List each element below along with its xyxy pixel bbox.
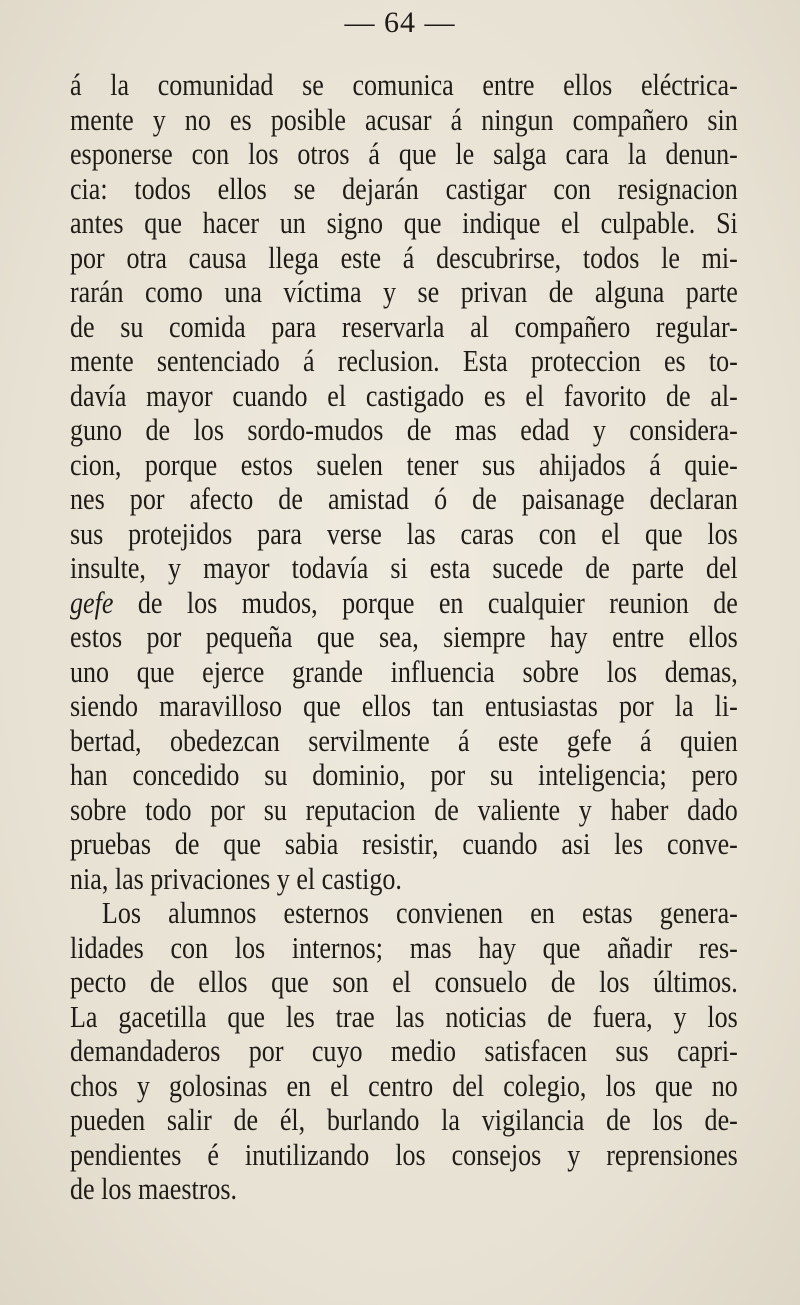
text-line: demandaderos por cuyo medio satisfacen sus capri- bbox=[70, 1033, 738, 1068]
text-line: Los alumnos esternos convienen en estas genera- bbox=[101, 895, 738, 930]
text-line: sus protejidos para verse las caras con el que los bbox=[70, 515, 738, 551]
text-line: cia: todos ellos se dejarán castigar con resignacion bbox=[70, 170, 738, 206]
text-line: pruebas de que sabia resistir, cuando asi les conve- bbox=[70, 826, 738, 861]
text-line: mente y no es posible acusar á ningun compañero sin bbox=[70, 101, 738, 137]
text-line: insulte, y mayor todavía si esta sucede de parte del bbox=[70, 550, 738, 585]
text-line: estos por pequeña que sea, siempre hay entre ellos bbox=[70, 619, 738, 654]
text-line: bertad, obedezcan servilmente á este gefe á quien bbox=[70, 722, 738, 758]
text-line: guno de los sordo-mudos de mas edad y considera- bbox=[70, 412, 738, 447]
text-line: pecto de ellos que son el consuelo de los últimos. bbox=[70, 964, 738, 999]
text-line: La gacetilla que les trae las noticias de fuera, y los bbox=[70, 998, 738, 1034]
text-line: nes por afecto de amistad ó de paisanage declaran bbox=[70, 481, 738, 516]
body-text bbox=[70, 68, 738, 1207]
text-line: lidades con los internos; mas hay que añadir res- bbox=[70, 929, 738, 965]
text-line: rarán como una víctima y se privan de alguna parte bbox=[70, 274, 738, 309]
text-line: chos y golosinas en el centro del colegio, los que no bbox=[70, 1067, 738, 1103]
text-line: cion, porque estos suelen tener sus ahijados á quie- bbox=[70, 446, 738, 482]
italic-word: gefe bbox=[70, 584, 114, 620]
text-line: sobre todo por su reputacion de valiente y haber dado bbox=[70, 791, 738, 827]
text-line: á la comunidad se comunica entre ellos eléctrica- bbox=[70, 67, 738, 102]
text-line: nia, las privaciones y el castigo. bbox=[70, 860, 402, 896]
text-line: uno que ejerce grande influencia sobre los demas, bbox=[70, 653, 738, 689]
text-fragment: de los mudos, porque en cualquier reunion de bbox=[113, 584, 738, 620]
text-line: mente sentenciado á reclusion. Esta proteccion es to- bbox=[70, 343, 738, 378]
text-line bbox=[70, 586, 738, 621]
text-line: siendo maravilloso que ellos tan entusiastas por la li- bbox=[70, 688, 738, 723]
text-line: han concedido su dominio, por su inteligencia; pero bbox=[70, 757, 738, 792]
text-line: de los maestros. bbox=[70, 1171, 238, 1206]
text-line: pueden salir de él, burlando la vigilancia de los de- bbox=[70, 1102, 738, 1137]
page-number: — 64 — bbox=[344, 6, 456, 39]
text-line: de su comida para reservarla al compañero regular- bbox=[70, 308, 738, 344]
text-line: davía mayor cuando el castigado es el favorito de al- bbox=[70, 377, 738, 413]
text-line: esponerse con los otros á que le salga cara la denun- bbox=[70, 136, 738, 171]
text-line: pendientes é inutilizando los consejos y reprensiones bbox=[70, 1136, 738, 1172]
text-line: por otra causa llega este á descubrirse, todos le mi- bbox=[70, 239, 738, 275]
text-line: antes que hacer un signo que indique el culpable. Si bbox=[70, 205, 738, 240]
